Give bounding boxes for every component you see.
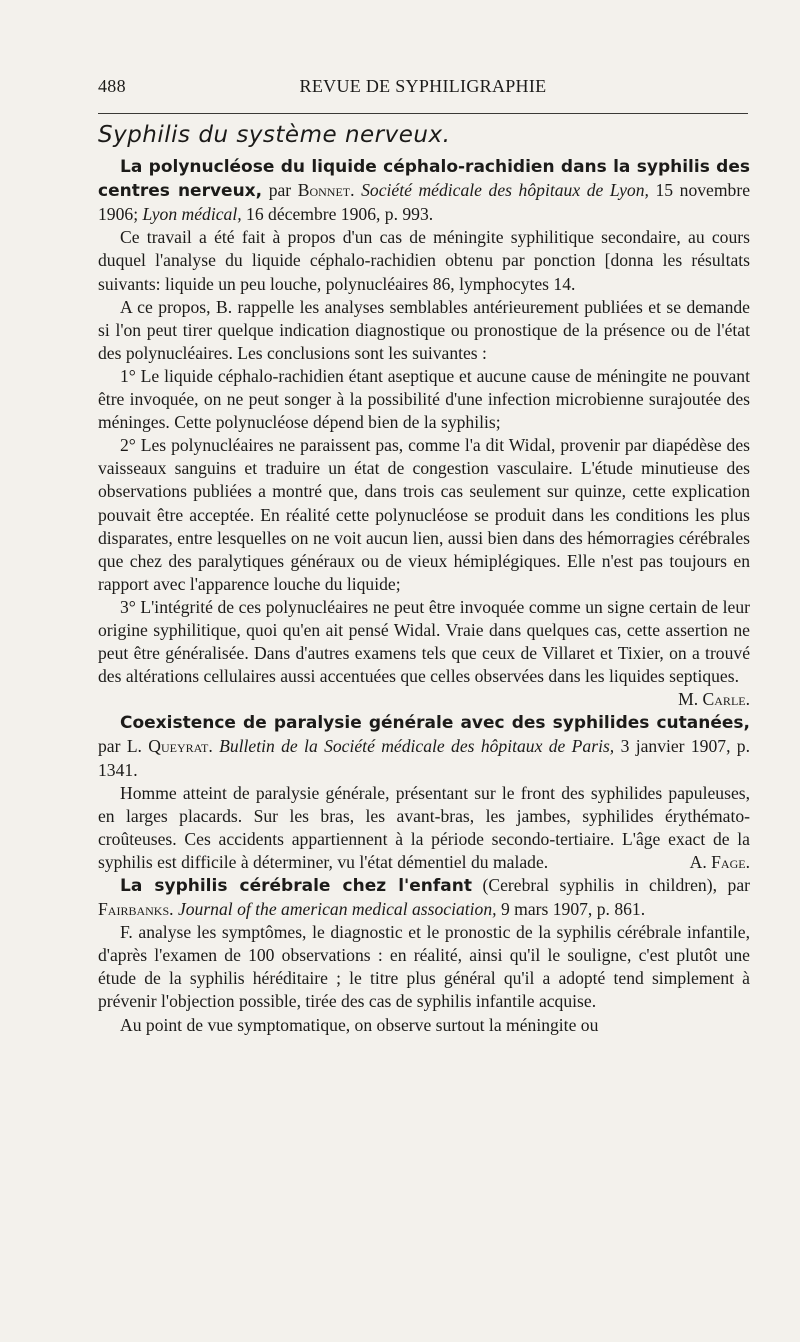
article-par: par: [98, 736, 121, 757]
paragraph: [98, 596, 750, 711]
article-subtitle: (Cerebral syphilis in children),: [482, 875, 717, 895]
article-journal: Lyon médical,: [142, 204, 242, 225]
paragraph-text: 3° L'intégrité de ces polynucléaires ne peut être invoquée comme un signe certain de leur origine syphilitique, quoi qu'en ait pensé Widal. Vraie dans quelques cas, cette assertion ne peut être généralisée. Dans d'autres examens tels que ceux de Villaret et Tixier, on a trouvé des altérations cellulaires aussi accentuées que celles observées dans les liquides septiques.: [98, 596, 750, 687]
paragraph: 1° Le liquide céphalo-rachidien étant aseptique et aucune cause de méningite ne pouvant être invoquée, on ne peut songer à la possibilité d'une infection microbienne surajoutée des méninges. Cette polynucléose dépend bien de la syphilis;: [98, 365, 750, 433]
running-header: [98, 76, 748, 97]
article-par: par: [268, 180, 292, 201]
article-par: par: [727, 875, 750, 895]
article-author: Bonnet.: [297, 180, 355, 201]
article-source: Bulletin de la Société médicale des hôpitaux de Paris,: [219, 736, 615, 757]
paragraph: Au point de vue symptomatique, on observe surtout la méningite ou: [120, 1014, 599, 1035]
section-title: Syphilis du système nerveux.: [98, 122, 451, 148]
article-author: L. Queyrat.: [126, 736, 213, 757]
page-number: 488: [98, 76, 126, 96]
article-date: 15 novembre 1906;: [98, 180, 751, 225]
running-title: REVUE DE SYPHILIGRAPHIE: [299, 76, 547, 96]
paragraph: A ce propos, B. rappelle les analyses semblables antérieurement publiées et se demande si l'on peut tirer quelque indication diagnostique ou pronostique de la présence ou de l'état des polynucléaires. Les conclusions sont les suivantes :: [98, 296, 750, 363]
article-title: Coexistence de paralysie générale avec des syphilides cutanées,: [120, 713, 750, 734]
header-rule: [98, 113, 748, 114]
article-heading: [98, 874, 750, 921]
signature: M. Carle.: [678, 689, 750, 710]
paragraph: Ce travail a été fait à propos d'un cas de méningite syphilitique secondaire, au cours duquel l'analyse du liquide céphalo-rachidien obtenu par ponction [donna les résultats suivants: liquide un peu louche, polynucléaires 86, lymphocytes 14.: [98, 227, 750, 294]
article-source: Société médicale des hôpitaux de Lyon,: [361, 180, 649, 201]
page-body: [98, 118, 750, 1037]
article-date: 16 décembre 1906, p. 993.: [246, 204, 434, 225]
article-heading: [98, 155, 750, 226]
article-heading: [98, 711, 750, 781]
paragraph-text: Homme atteint de paralysie générale, présentant sur le front des syphilides papuleuses, en larges placards. Sur les bras, les avant-bras, les jambes, syphilides érythémato-croûteuses. Ces accidents appartiennent à la période secondo-tertiaire. L'âge exact de la syphilis est difficile à déterminer, vu l'état démentiel du malade.: [98, 782, 750, 872]
article-date: 3 janvier 1907, p. 1341.: [98, 736, 750, 780]
article-title: La syphilis cérébrale chez l'enfant: [120, 876, 472, 896]
article-date: 9 mars 1907, p. 861.: [500, 899, 646, 920]
paragraph: [98, 782, 750, 874]
article-author: Fairbanks.: [98, 899, 174, 920]
article-source: Journal of the american medical association,: [177, 899, 497, 920]
signature: A. Fage.: [689, 851, 750, 872]
paragraph: 2° Les polynucléaires ne paraissent pas, comme l'a dit Widal, provenir par diapédèse des vaisseaux sanguins et traduire un état de congestion vasculaire. L'étude minutieuse des observations publiées a montré que, dans trois cas seulement sur quinze, cette explication pouvait être acceptée. En réalité cette polynucléose se produit dans les conditions les plus disparates, entre lesquelles on ne voit aucun lien, aussi bien dans des hémorragies cérébrales que chez des paralytiques généraux ou de vieux hémiplégiques. Elle n'est pas toujours en rapport avec l'apparence louche du liquide;: [98, 435, 750, 594]
article-title: La polynucléose du liquide céphalo-rachidien dans la syphilis des centres nerveux,: [98, 157, 750, 202]
paragraph: F. analyse les symptômes, le diagnostic et le pronostic de la syphilis cérébrale infantile, d'après l'examen de 100 observations : en réalité, ainsi qu'il le souligne, c'est plutôt une étude de la syphilis héréditaire ; le titre plus général qu'il a adopté tend simplement à prévenir l'objection possible, tirée des cas de syphilis infantile acquise.: [98, 922, 750, 1012]
